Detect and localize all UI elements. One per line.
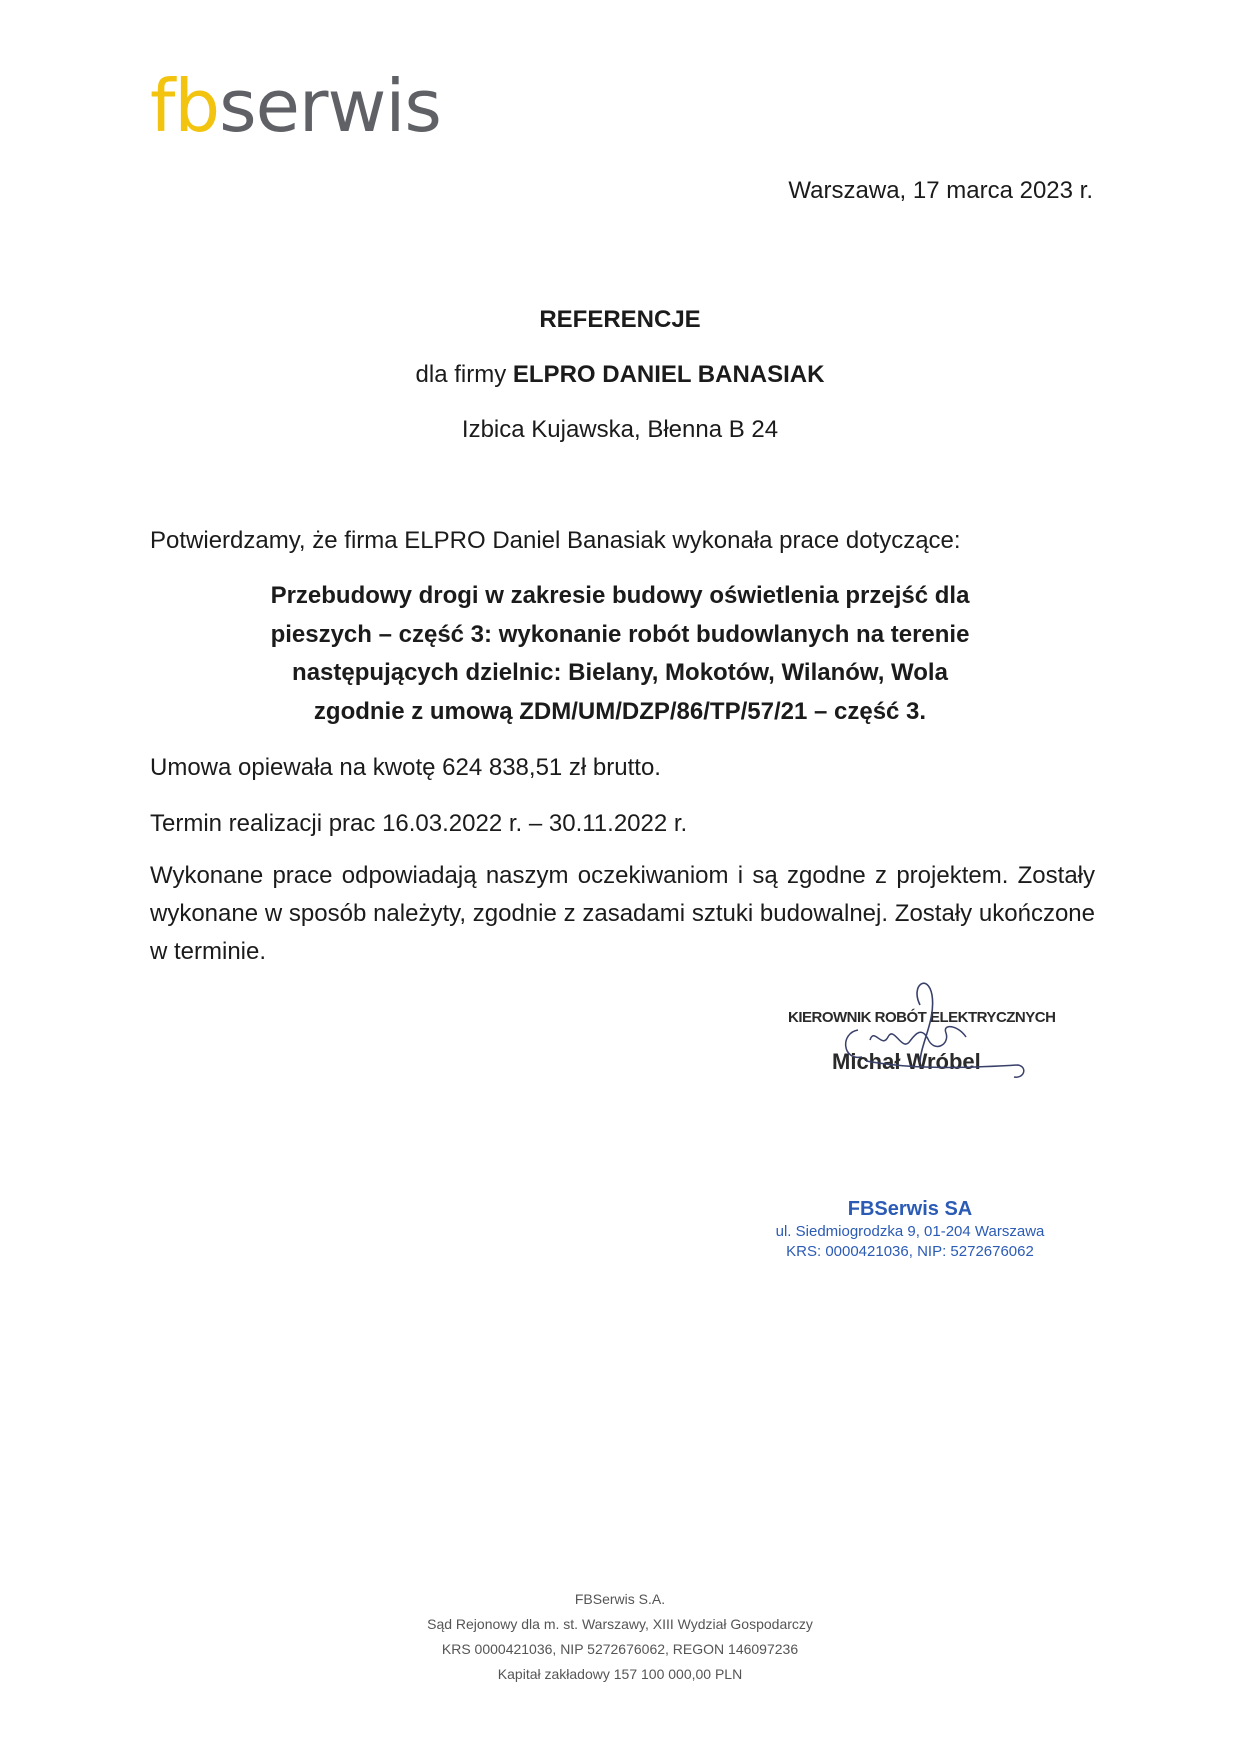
contract-term: Termin realizacji prac 16.03.2022 r. – 30.11.2022 r. [150,810,688,837]
scope-line: pieszych – część 3: wykonanie robót budowlanych na terenie [270,620,970,648]
handwritten-signature [770,975,1050,1085]
company-stamp [740,1196,1080,1262]
footer-line: Sąd Rejonowy dla m. st. Warszawy, XIII Wydział Gospodarczy [427,1616,813,1632]
recipient-address: Izbica Kujawska, Błenna B 24 [461,416,779,443]
signatory-title: KIEROWNIK ROBÓT ELEKTRYCZNYCH [788,1009,1056,1026]
logo-fb: fb [150,64,220,148]
footer-line: Kapitał zakładowy 157 100 000,00 PLN [497,1666,743,1682]
work-scope [210,577,1030,731]
intro-paragraph: Potwierdzamy, że firma ELPRO Daniel Banasiak wykonała prace dotyczące: [150,527,961,554]
footer-line: KRS 0000421036, NIP 5272676062, REGON 146097236 [441,1641,799,1657]
stamp-company-name: FBSerwis SA [847,1198,973,1220]
firm-name: ELPRO DANIEL BANASIAK [512,361,825,388]
footer-line: FBSerwis S.A. [574,1591,666,1607]
recipient-firm [0,361,1240,389]
firm-prefix: dla firmy [415,361,513,388]
scope-line: zgodnie z umową ZDM/UM/DZP/86/TP/57/21 – część 3. [313,697,927,725]
letter-title: REFERENCJE [539,306,701,333]
stamp-address: ul. Siedmiogrodzka 9, 01-204 Warszawa [775,1223,1045,1240]
signature-block [770,975,1056,1085]
assessment-paragraph: Wykonane prace odpowiadają naszym oczekiwaniom i są zgodne z projektem. Zostały wykonane w sposób należyty, zgodnie z zasadami sztuki budowalnej. Zostały ukończone w terminie. [150,862,1095,965]
stamp-registry: KRS: 0000421036, NIP: 5272676062 [786,1243,1034,1260]
contract-amount: Umowa opiewała na kwotę 624 838,51 zł brutto. [150,754,661,781]
scope-line: Przebudowy drogi w zakresie budowy oświetlenia przejść dla [270,582,970,609]
logo-serwis: serwis [219,64,441,148]
signatory-name: Michał Wróbel [832,1049,981,1074]
scope-line: następujących dzielnic: Bielany, Mokotów, Wilanów, Wola [292,659,948,686]
letter-footer [0,1587,1240,1687]
company-logo [150,64,441,148]
letter-date: Warszawa, 17 marca 2023 r. [788,177,1093,204]
